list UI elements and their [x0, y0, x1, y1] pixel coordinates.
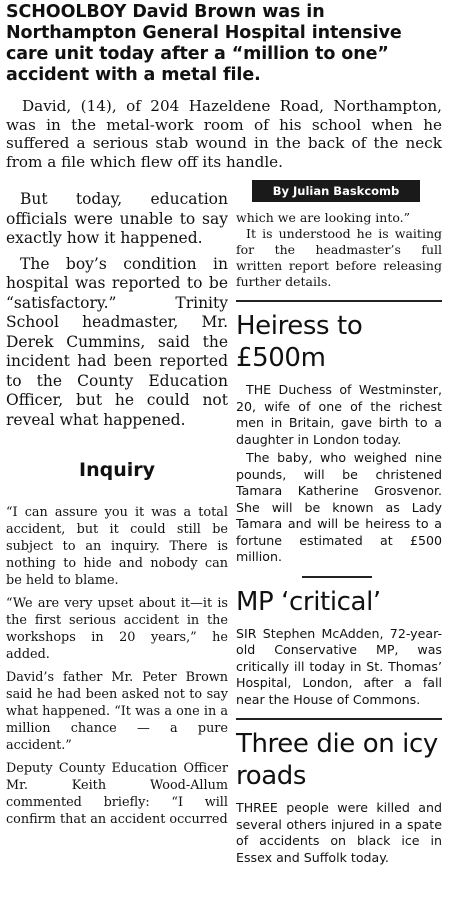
main-headline: SCHOOLBOY David Brown was in Northampton General Hospital intensive care unit today after a “million to one” accident with a metal file.	[6, 2, 402, 85]
left-column	[6, 190, 228, 828]
left-paragraph-1: But today, education officials were unable to say exactly how it happened.	[6, 190, 228, 247]
inquiry-subhead: Inquiry	[79, 459, 155, 481]
left-paragraph-4: “We are very upset about it—it is the first serious accident in the workshops in 20 years,” he added.	[6, 596, 228, 662]
left-paragraph-2: The boy’s condition in hospital was reported to be “satisfactory.” Trinity School headmaster, Mr. Derek Cummins, said the incident had been reported to the County Education Officer, but he could not reveal what happened.	[6, 254, 228, 429]
lede-paragraph: David, (14), of 204 Hazeldene Road, Northampton, was in the metal-work room of his school when he suffered a serious stab wound in the back of the neck from a file which flew off its handle.	[6, 97, 442, 171]
heiress-paragraph-2: The baby, who weighed nine pounds, will be christened Tamara Katherine Grosvenor. She will be known as Lady Tamara and will be heiress to a fortune estimated at £500 million.	[236, 450, 442, 564]
left-paragraph-3: “I can assure you it was a total accident, but it could still be subject to an inquiry. There is nothing to hide and nobody can be held to blame.	[6, 505, 228, 588]
short-divider	[302, 576, 372, 578]
heiress-headline: Heiress to £500m	[236, 311, 363, 373]
heiress-paragraph-1: THE Duchess of Westminster, 20, wife of one of the richest men in Britain, gave birth to a daughter in London today.	[236, 382, 442, 447]
icy-roads-headline: Three die on icy roads	[236, 729, 438, 791]
section-divider-2	[236, 718, 442, 720]
byline-box: By Julian Baskcomb	[252, 180, 420, 202]
continuation-line: which we are looking into.”	[236, 210, 411, 225]
mp-critical-paragraph: SIR Stephen McAdden, 72-year-old Conservative MP, was critically ill today in St. Thomas’ Hospital, London, after a fall near the House of Commons.	[236, 625, 442, 707]
right-column	[236, 180, 442, 866]
mp-critical-headline: MP ‘critical’	[236, 586, 381, 617]
continuation-paragraph: It is understood he is waiting for the headmaster’s full written report before releasing further details.	[236, 226, 442, 289]
left-paragraph-5: David’s father Mr. Peter Brown said he had been asked not to say what happened. “It was a one in a million chance — a pure accident.”	[6, 670, 228, 753]
section-divider	[236, 300, 442, 302]
icy-roads-paragraph: THREE people were killed and several others injured in a spate of accidents on black ice in Essex and Suffolk today.	[236, 800, 442, 865]
left-paragraph-6: Deputy County Education Officer Mr. Keith Wood-Allum commented briefly: “I will confirm that an accident occurred	[6, 761, 228, 827]
